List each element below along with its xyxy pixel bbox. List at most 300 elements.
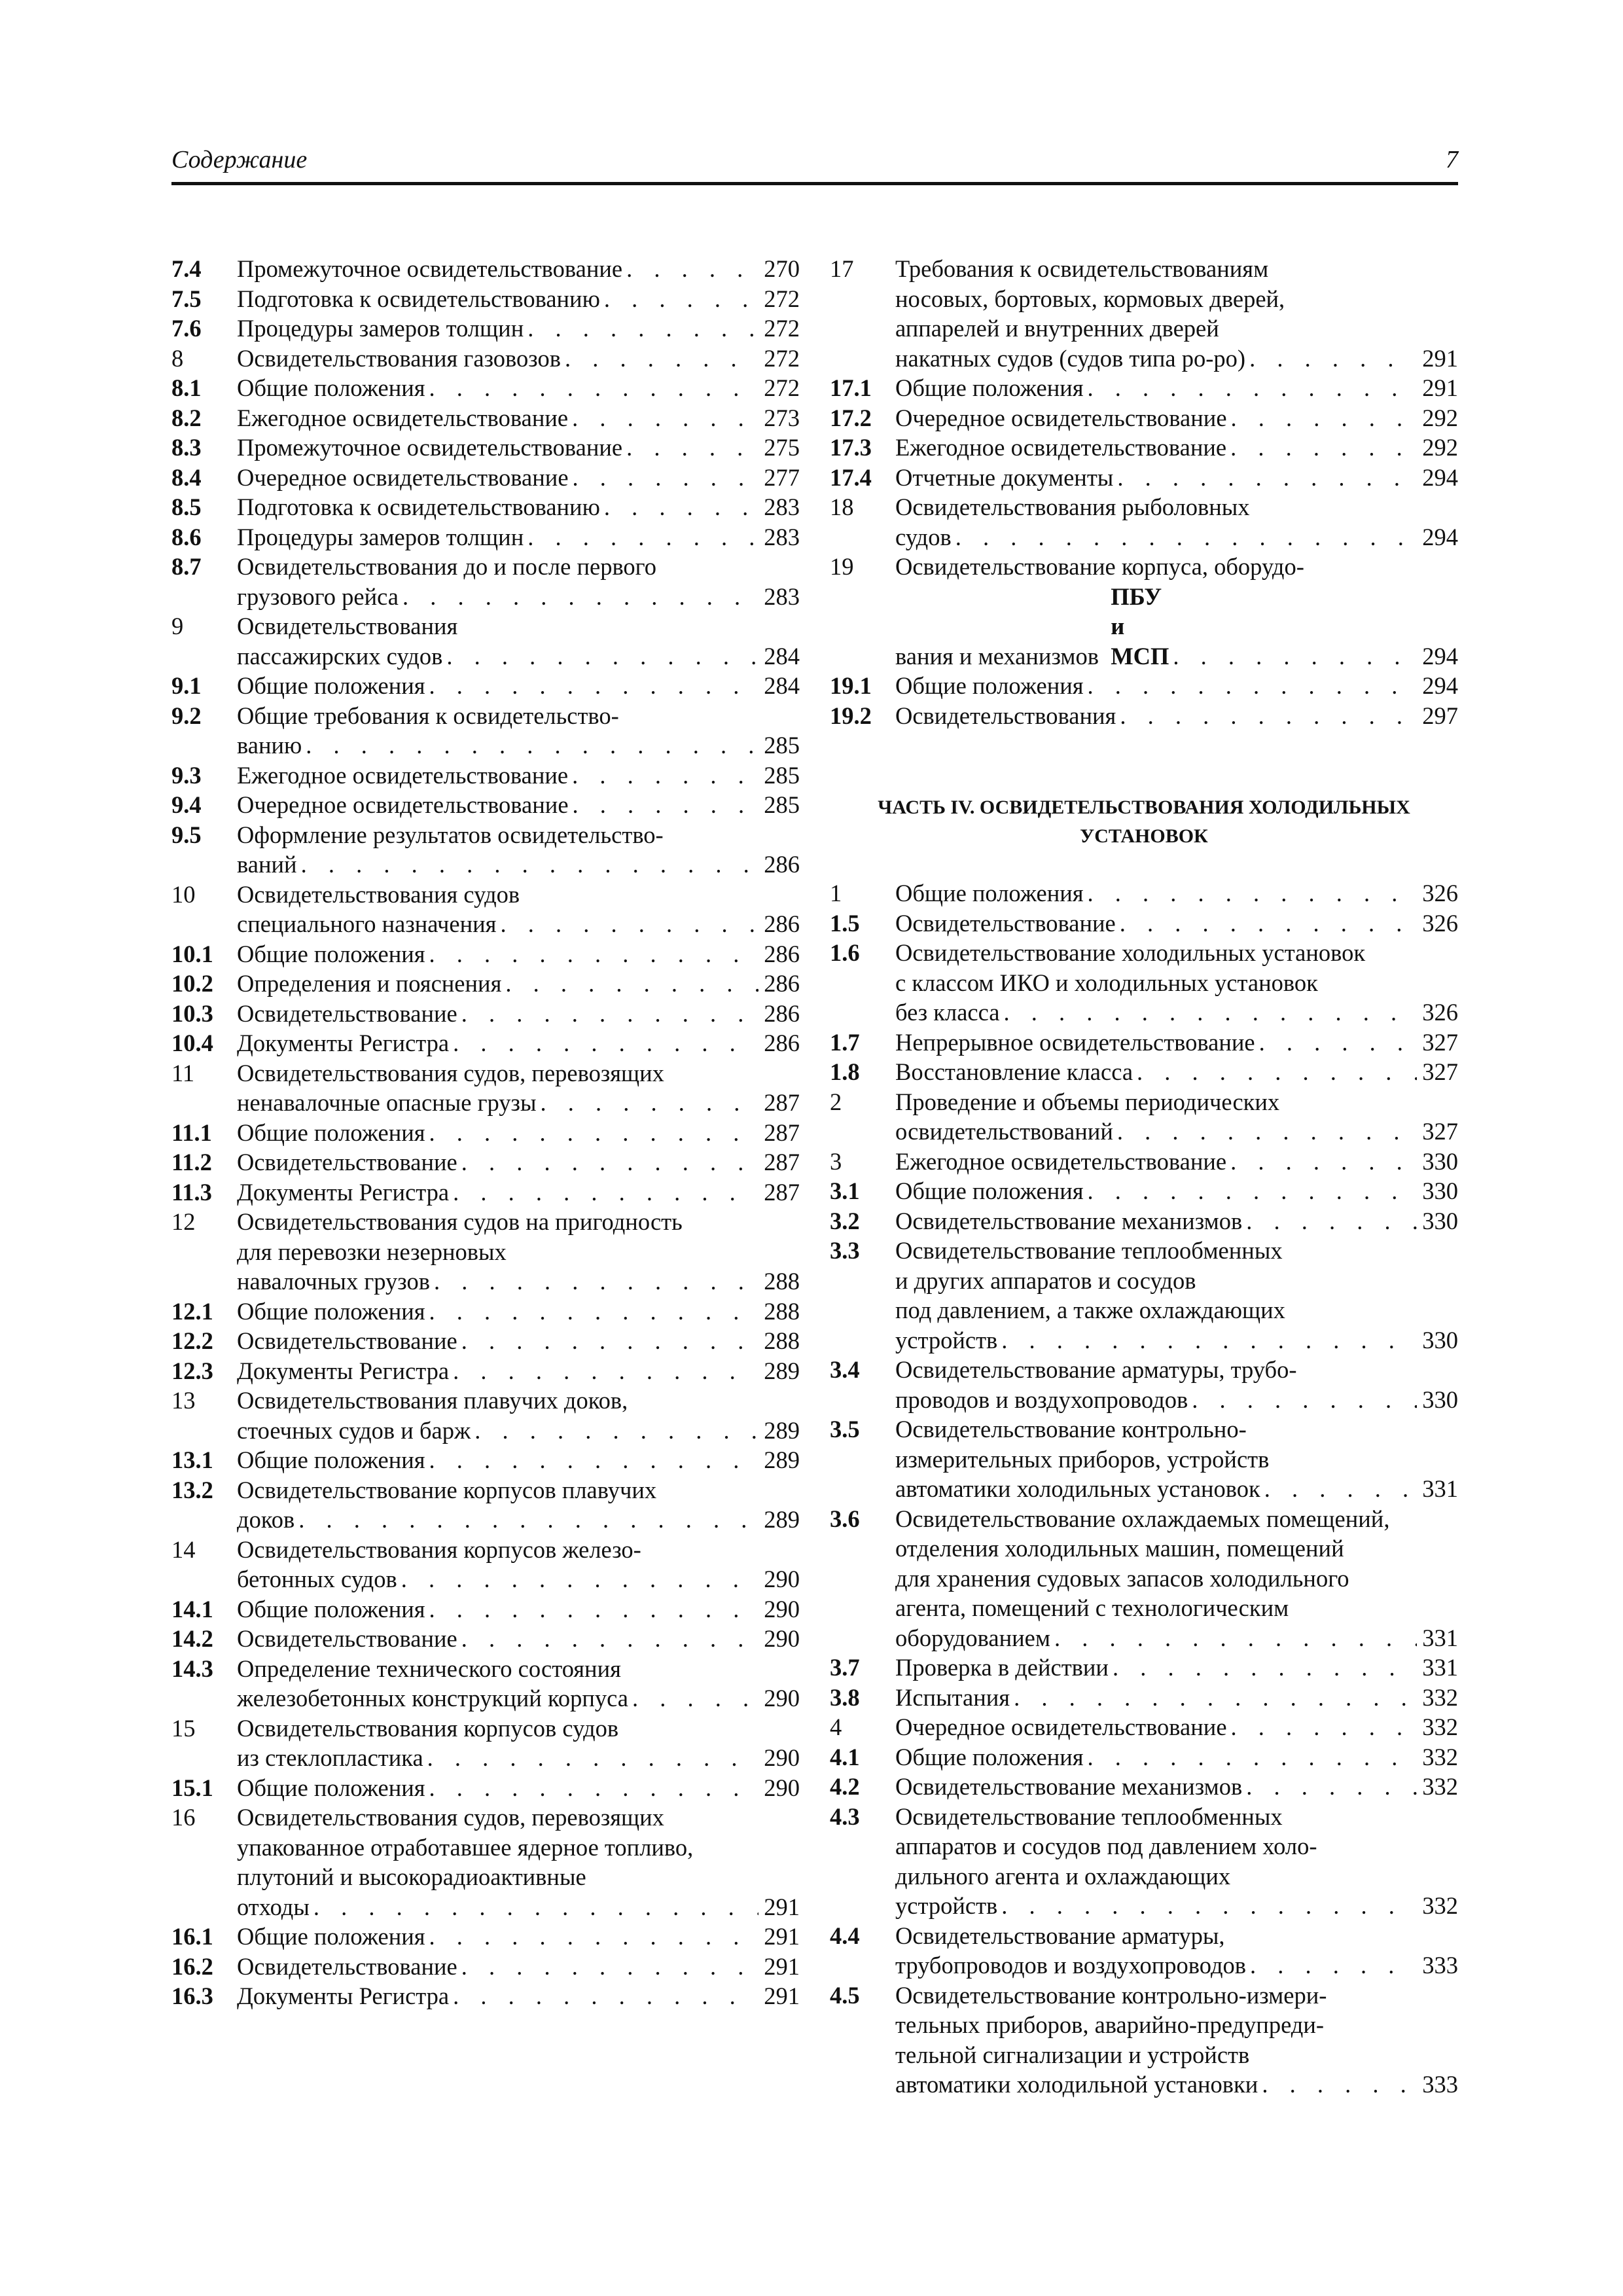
toc-entry-number: 7.6: [171, 315, 202, 342]
toc-entry: [830, 403, 1458, 433]
toc-entry-number: 8.2: [171, 404, 202, 431]
dot-leader: [425, 671, 759, 701]
dot-leader: [1084, 1742, 1418, 1772]
toc-entry-title: автоматики холодильных установок: [895, 1475, 1260, 1502]
dot-leader: [449, 1356, 758, 1386]
toc-entry-text-line: Определение технического состояния: [237, 1655, 621, 1682]
toc-entry-page: 272: [764, 344, 800, 372]
toc-entry-page: 331: [1422, 1624, 1458, 1651]
toc-entry-title: ванию: [237, 732, 302, 759]
toc-entry-title: ненавалочные опасные грузы: [237, 1089, 537, 1116]
dot-leader: [1260, 1474, 1417, 1504]
toc-entry-page: 332: [1422, 1892, 1458, 1919]
dot-leader: [496, 909, 758, 939]
spacer: [1099, 641, 1111, 672]
toc-entry-number: 19.1: [830, 672, 872, 699]
toc-entry: [171, 1207, 800, 1297]
dot-leader: [1246, 1950, 1417, 1981]
toc-entry: [171, 522, 800, 552]
toc-entry-text-line: Освидетельствование теплообменных: [895, 1237, 1283, 1264]
toc-entry-title: Промежуточное освидетельствование: [237, 255, 623, 282]
toc-entry-title: Процедуры замеров толщин: [237, 523, 524, 550]
toc-entry-text-line: для хранения судовых запасов холодильного: [895, 1564, 1349, 1592]
toc-entry-text-line: под давлением, а также охлаждающих: [895, 1297, 1285, 1323]
toc-entry-title: Документы Регистра: [237, 1357, 450, 1384]
toc-entry-number: 19.2: [830, 702, 872, 729]
dot-leader: [1226, 433, 1417, 463]
toc-entry-page: 292: [1422, 404, 1458, 431]
toc-entry-number: 11.2: [171, 1149, 212, 1175]
toc-entry-text-line: Освидетельствования до и после первого: [237, 553, 656, 580]
toc-entry-title: Освидетельствование: [237, 1625, 457, 1652]
toc-entry-title: без класса: [895, 999, 1000, 1026]
dot-leader: [457, 1624, 759, 1654]
toc-entry-page: 326: [1422, 880, 1458, 906]
dot-leader: [999, 997, 1417, 1028]
toc-entry: [171, 1981, 800, 2011]
toc-entry-title: специального назначения: [237, 910, 497, 937]
toc-entry: [171, 1386, 800, 1445]
toc-entry: [830, 1147, 1458, 1177]
toc-entry-page: 297: [1422, 702, 1458, 729]
toc-entry-page: 291: [1422, 374, 1458, 401]
toc-entry-number: 1.5: [830, 909, 860, 937]
dot-leader: [568, 761, 758, 791]
toc-entry-title: Проверка в действии: [895, 1654, 1109, 1681]
toc-entry-number: 7.5: [171, 285, 202, 312]
dot-leader: [628, 1683, 758, 1713]
toc-entry: [171, 969, 800, 999]
toc-entry-text-line: Освидетельствование теплообменных: [895, 1803, 1283, 1830]
toc-entry-text-line: Освидетельствования судов: [237, 880, 520, 908]
dot-leader: [457, 999, 759, 1029]
toc-entry-text-line: Освидетельствования корпусов судов: [237, 1714, 619, 1742]
toc-entry: [830, 1087, 1458, 1147]
toc-entry: [171, 344, 800, 374]
toc-right-bottom: [830, 878, 1458, 2100]
dot-leader: [1245, 344, 1417, 374]
toc-entry-number: 8.4: [171, 463, 202, 491]
toc-entry-number: 7.4: [171, 255, 202, 282]
toc-entry-page: 294: [1422, 463, 1458, 491]
part-heading-line: ЧАСТЬ IV. ОСВИДЕТЕЛЬСТВОВАНИЯ ХОЛОДИЛЬНЫХ: [878, 797, 1410, 818]
toc-entry-page: 292: [1422, 434, 1458, 461]
toc-entry-text-line: Требования к освидетельствованиям: [895, 255, 1269, 282]
toc-entry-number: 8.5: [171, 493, 202, 520]
toc-entry-number: 17.4: [830, 463, 872, 491]
toc-entry: [171, 671, 800, 701]
toc-entry-page: 289: [764, 1506, 800, 1533]
toc-entry-number: 3.2: [830, 1207, 860, 1234]
toc-entry-title: Ежегодное освидетельствование: [237, 761, 569, 789]
toc-entry-number: 2: [830, 1088, 842, 1115]
dot-leader: [569, 790, 759, 820]
toc-entry-number: 16.2: [171, 1952, 213, 1980]
dot-leader: [952, 522, 1418, 552]
toc-entry-title: навалочных грузов: [237, 1268, 430, 1295]
toc-entry: [171, 463, 800, 493]
toc-entry-number: 17: [830, 255, 854, 282]
dot-leader: [1084, 1176, 1418, 1206]
toc-entry: [830, 1504, 1458, 1653]
toc-entry-title: Общие положения: [237, 672, 425, 699]
toc-entry-number: 4.2: [830, 1773, 860, 1800]
toc-entry-text-line: носовых, бортовых, кормовых дверей,: [895, 285, 1285, 312]
toc-entry-number: 18: [830, 493, 854, 520]
toc-entry-page: 330: [1422, 1386, 1458, 1413]
dot-leader: [600, 284, 758, 314]
toc-entry-page: 289: [764, 1416, 800, 1444]
toc-entry: [171, 701, 800, 761]
toc-entry: [171, 1773, 800, 1803]
toc-entry-title: Освидетельствование: [895, 909, 1116, 937]
dot-leader: [997, 1891, 1417, 1921]
dot-leader: [425, 1922, 759, 1952]
toc-entry-page: 283: [764, 583, 800, 610]
toc-entry-page: 288: [764, 1297, 800, 1325]
toc-entry-number: 3: [830, 1147, 842, 1175]
toc-entry-number: 19: [830, 553, 854, 580]
toc-entry-title: Ежегодное освидетельствование: [895, 434, 1227, 461]
toc-entry-text-line: Освидетельствование охлаждаемых помещений,: [895, 1505, 1390, 1532]
toc-entry-number: 3.6: [830, 1505, 860, 1532]
dot-leader: [1084, 671, 1418, 701]
toc-entry-page: 287: [764, 1089, 800, 1116]
toc-entry: [171, 1177, 800, 1208]
toc-entry-page: 272: [764, 285, 800, 312]
toc-entry: [830, 1057, 1458, 1087]
toc-entry-number: 3.5: [830, 1416, 860, 1443]
toc-entry-page: 288: [764, 1327, 800, 1354]
dot-leader: [425, 1773, 759, 1803]
toc-entry: [171, 999, 800, 1029]
toc-entry-number: 4.4: [830, 1922, 860, 1949]
dot-leader: [1169, 641, 1417, 672]
toc-entry: [171, 761, 800, 791]
toc-entry-number: 8: [171, 344, 184, 372]
toc-entry: [171, 880, 800, 939]
toc-entry-title: Ежегодное освидетельствование: [237, 404, 569, 431]
toc-entry-number: 14.1: [171, 1595, 213, 1623]
toc-entry-text-line: Освидетельствования судов, перевозящих: [237, 1804, 664, 1831]
dot-leader: [600, 492, 758, 522]
dot-leader: [622, 433, 758, 463]
toc-entry: [830, 1414, 1458, 1504]
toc-entry-title: Непрерывное освидетельствование: [895, 1028, 1255, 1056]
toc-entry-number: 14.2: [171, 1625, 213, 1652]
toc-entry-number: 12: [171, 1208, 196, 1235]
dot-leader: [524, 314, 758, 344]
toc-entry-number: 4: [830, 1713, 842, 1740]
toc-entry-text-line: плутоний и высокорадиоактивные: [237, 1863, 586, 1890]
toc-entry: [171, 1028, 800, 1058]
toc-entry-title: Освидетельствование: [237, 1327, 457, 1354]
toc-entry-number: 3.1: [830, 1177, 860, 1204]
toc-entry-page: 333: [1422, 1952, 1458, 1979]
toc-entry-number: 13.2: [171, 1476, 213, 1503]
toc-entry: [830, 433, 1458, 463]
toc-entry-title: Общие положения: [895, 1177, 1084, 1204]
dot-leader: [449, 1177, 758, 1208]
toc-entry-number: 10.3: [171, 999, 213, 1027]
toc-entry: [830, 1683, 1458, 1713]
toc-entry-page: 291: [764, 1923, 800, 1950]
toc-entry-page: 330: [1422, 1147, 1458, 1175]
toc-entry: [171, 1058, 800, 1118]
toc-entry-text-line: Освидетельствования судов на пригодность: [237, 1208, 683, 1235]
toc-entry-title: вания и механизмов: [895, 642, 1099, 670]
dot-leader: [1227, 1712, 1418, 1742]
toc-entry-title: Очередное освидетельствование: [237, 463, 569, 491]
toc-entry-number: 10.2: [171, 970, 213, 997]
toc-entry: [171, 1326, 800, 1356]
toc-entry-page: 327: [1422, 1118, 1458, 1145]
toc-entry-title: Общие положения: [237, 940, 425, 967]
toc-entry: [830, 373, 1458, 403]
toc-entry-title: Подготовка к освидетельствованию: [237, 493, 600, 520]
toc-entry-page: 294: [1422, 672, 1458, 699]
toc-entry-page: 333: [1422, 2071, 1458, 2098]
toc-entry-number: 3.7: [830, 1654, 860, 1681]
toc-entry-title: оборудованием: [895, 1624, 1050, 1651]
toc-entry: [171, 1594, 800, 1624]
toc-entry-number: 16: [171, 1804, 196, 1831]
toc-entry-title: Ежегодное освидетельствование: [895, 1147, 1227, 1175]
toc-entry-text-line: Оформление результатов освидетельство-: [237, 821, 664, 848]
toc-entry-page: 284: [764, 672, 800, 699]
dot-leader: [1010, 1683, 1417, 1713]
toc-entry: [171, 314, 800, 344]
toc-entry: [171, 1713, 800, 1773]
toc-entry-page: 290: [764, 1774, 800, 1801]
toc-entry-number: 13: [171, 1387, 196, 1414]
toc-entry-title: освидетельствований: [895, 1118, 1113, 1145]
toc-entry-text-line: Проведение и объемы периодических: [895, 1088, 1280, 1115]
toc-entry-title: Очередное освидетельствование: [895, 404, 1227, 431]
toc-entry-text-line: Освидетельствование арматуры,: [895, 1922, 1225, 1949]
dot-leader: [449, 1981, 758, 2011]
dot-leader: [397, 1564, 759, 1594]
toc-entry-title: Отчетные документы: [895, 463, 1114, 491]
toc-entry-text-line: Освидетельствование арматуры, трубо-: [895, 1356, 1297, 1383]
toc-entry-number: 10: [171, 880, 196, 908]
dot-leader: [1050, 1623, 1417, 1653]
dot-leader: [501, 969, 758, 999]
toc-entry-page: 291: [764, 1893, 800, 1920]
toc-entry: [171, 1803, 800, 1922]
toc-entry-number: 12.2: [171, 1327, 213, 1354]
dot-leader: [568, 403, 758, 433]
toc-entry: [830, 938, 1458, 1028]
toc-entry-title: Документы Регистра: [237, 1982, 450, 2009]
toc-entry-page: 286: [764, 999, 800, 1027]
toc-entry: [171, 433, 800, 463]
toc-entry: [171, 284, 800, 314]
dot-leader: [524, 522, 758, 552]
toc-entry: [171, 492, 800, 522]
toc-entry-title: отходы: [237, 1893, 310, 1920]
toc-entry: [171, 1118, 800, 1148]
toc-entry: [830, 908, 1458, 939]
toc-entry-title: накатных судов (судов типа ро-ро): [895, 344, 1246, 372]
toc-entry: [830, 1176, 1458, 1206]
toc-right-column: [830, 254, 1458, 2100]
dot-leader: [997, 1325, 1417, 1355]
toc-entry-title: Освидетельствование: [237, 999, 457, 1027]
toc-entry-title: Определения и пояснения: [237, 970, 502, 997]
dot-leader: [1255, 1028, 1418, 1058]
toc-entry: [830, 463, 1458, 493]
toc-entry-page: 326: [1422, 999, 1458, 1026]
toc-entry-page: 332: [1422, 1773, 1458, 1800]
toc-entry-number: 4.1: [830, 1743, 860, 1770]
toc-entry-title: Процедуры замеров толщин: [237, 315, 524, 342]
dot-leader: [430, 1266, 758, 1297]
toc-entry-title: устройств: [895, 1326, 998, 1354]
toc-entry-number: 16.3: [171, 1982, 213, 2009]
toc-entry-title: трубопроводов и воздухопроводов: [895, 1952, 1247, 1979]
toc-entry-page: 277: [764, 463, 800, 491]
toc-entry-text-line: с классом ИКО и холодильных установок: [895, 969, 1318, 996]
toc-left-column: [171, 254, 800, 2011]
dot-leader: [302, 730, 758, 761]
dot-leader: [310, 1892, 758, 1922]
toc-entry-number: 12.3: [171, 1357, 213, 1384]
page-header: [171, 145, 1458, 185]
toc-entry-text-line: Освидетельствования корпусов железо-: [237, 1535, 641, 1563]
toc-entry-page: 290: [764, 1566, 800, 1592]
toc-entry-page: 294: [1422, 642, 1458, 670]
dot-leader: [1242, 1206, 1417, 1236]
toc-entry-page: 285: [764, 732, 800, 759]
toc-entry-page: 273: [764, 404, 800, 431]
dot-leader: [425, 1445, 759, 1475]
toc-entry: [171, 939, 800, 969]
toc-entry-title: пассажирских судов: [237, 642, 443, 670]
toc-entry-text-line: отделения холодильных машин, помещений: [895, 1535, 1344, 1562]
toc-entry: [830, 1802, 1458, 1921]
toc-entry: [830, 1921, 1458, 1981]
toc-entry-page: 326: [1422, 909, 1458, 937]
toc-entry-page: 330: [1422, 1207, 1458, 1234]
toc-entry: [171, 820, 800, 880]
toc-entry-number: 3.3: [830, 1237, 860, 1264]
toc-entry-title: железобетонных конструкций корпуса: [237, 1685, 628, 1712]
toc-entry-title: Общие положения: [237, 1119, 425, 1146]
toc-entry-page: 327: [1422, 1058, 1458, 1085]
part-heading: [830, 793, 1458, 851]
dot-leader: [1084, 878, 1418, 908]
part-heading-line: УСТАНОВОК: [1080, 825, 1208, 847]
dot-leader: [1242, 1772, 1417, 1802]
toc-entry-page: 294: [1422, 523, 1458, 550]
toc-entry-text-line: аппаратов и сосудов под давлением холо-: [895, 1833, 1317, 1859]
dot-leader: [425, 939, 759, 969]
toc-entry-page: 286: [764, 910, 800, 937]
toc-entry-number: 13.1: [171, 1446, 213, 1473]
toc-entry-number: 17.3: [830, 434, 872, 461]
toc-entry-title: Общие положения: [237, 1297, 425, 1325]
toc-entry-number: 12.1: [171, 1297, 213, 1325]
toc-entry-number: 8.1: [171, 374, 202, 401]
toc-entry-number: 8.6: [171, 523, 202, 550]
toc-entry-title: Подготовка к освидетельствованию: [237, 285, 600, 312]
toc-entry-number: 14.3: [171, 1655, 213, 1682]
toc-entry-text-line: Освидетельствование контрольно-измери-: [895, 1981, 1327, 2009]
toc-entry-page: 286: [764, 1030, 800, 1056]
toc-entry-title: Освидетельствования: [895, 702, 1116, 729]
dot-leader: [457, 1147, 759, 1177]
toc-entry: [830, 1028, 1458, 1058]
toc-entry-number: 9.5: [171, 821, 202, 848]
toc-entry-page: 286: [764, 940, 800, 967]
dot-leader: [449, 1028, 758, 1058]
toc-entry-title: Освидетельствование механизмов: [895, 1207, 1243, 1234]
toc-entry-text-line: для перевозки незерновых: [237, 1238, 507, 1265]
toc-entry-page: 287: [764, 1178, 800, 1206]
toc-entry-number: 3.8: [830, 1683, 860, 1711]
toc-entry-title: Восстановление класса: [895, 1058, 1133, 1085]
dot-leader: [1133, 1057, 1417, 1087]
toc-entry: [171, 1445, 800, 1475]
dot-leader: [425, 1594, 759, 1624]
toc-entry-text-line: тельных приборов, аварийно-предупреди-: [895, 2011, 1325, 2038]
dot-leader: [622, 254, 758, 284]
toc-entry-text-line: Освидетельствование корпуса, оборудо-: [895, 553, 1304, 580]
toc-entry-page: 291: [1422, 344, 1458, 372]
toc-entry-text-line: агента, помещений с технологическим: [895, 1594, 1289, 1621]
toc-entry-page: 330: [1422, 1326, 1458, 1354]
toc-entry-title: стоечных судов и барж: [237, 1416, 471, 1444]
toc-entry-title: проводов и воздухопроводов: [895, 1386, 1188, 1413]
toc-entry-page: 289: [764, 1446, 800, 1473]
toc-entry-page: 283: [764, 493, 800, 520]
toc-entry: [830, 701, 1458, 731]
toc-entry-number: 10.4: [171, 1030, 213, 1056]
toc-entry: [830, 1355, 1458, 1414]
toc-entry-title: Общие положения: [237, 374, 425, 401]
toc-entry-number: 11.3: [171, 1178, 212, 1206]
toc-entry-text-line: упакованное отработавшее ядерное топливо,: [237, 1833, 694, 1861]
toc-entry-title: из стеклопластика: [237, 1744, 423, 1771]
toc-entry-page: 331: [1422, 1475, 1458, 1502]
toc-entry-title: Общие положения: [895, 374, 1084, 401]
dot-leader: [1227, 403, 1418, 433]
toc-entry: [171, 611, 800, 671]
dot-leader: [423, 1743, 759, 1773]
toc-entry: [830, 1981, 1458, 2100]
toc-entry-page: 332: [1422, 1683, 1458, 1711]
toc-entry-title: Общие положения: [237, 1923, 425, 1950]
toc-entry-page: 284: [764, 642, 800, 670]
dot-leader: [297, 850, 759, 880]
toc-entry-page: 285: [764, 761, 800, 789]
toc-entry-page: 290: [764, 1625, 800, 1652]
toc-entry-number: 15.1: [171, 1774, 213, 1801]
dot-leader: [294, 1505, 758, 1535]
toc-entry-number: 14: [171, 1535, 196, 1563]
toc-entry: [830, 552, 1458, 671]
toc-entry-page: 283: [764, 523, 800, 550]
toc-entry-text-line: Освидетельствования судов, перевозящих: [237, 1059, 664, 1086]
toc-entry-number: 16.1: [171, 1923, 213, 1950]
toc-entry-text-line: и других аппаратов и сосудов: [895, 1266, 1196, 1294]
toc-entry-page: 332: [1422, 1743, 1458, 1770]
toc-entry: [171, 552, 800, 611]
toc-entry-number: 9.2: [171, 702, 202, 729]
toc-entry-number: 17.2: [830, 404, 872, 431]
toc-entry-text-line: тельной сигнализации и устройств: [895, 2041, 1250, 2068]
